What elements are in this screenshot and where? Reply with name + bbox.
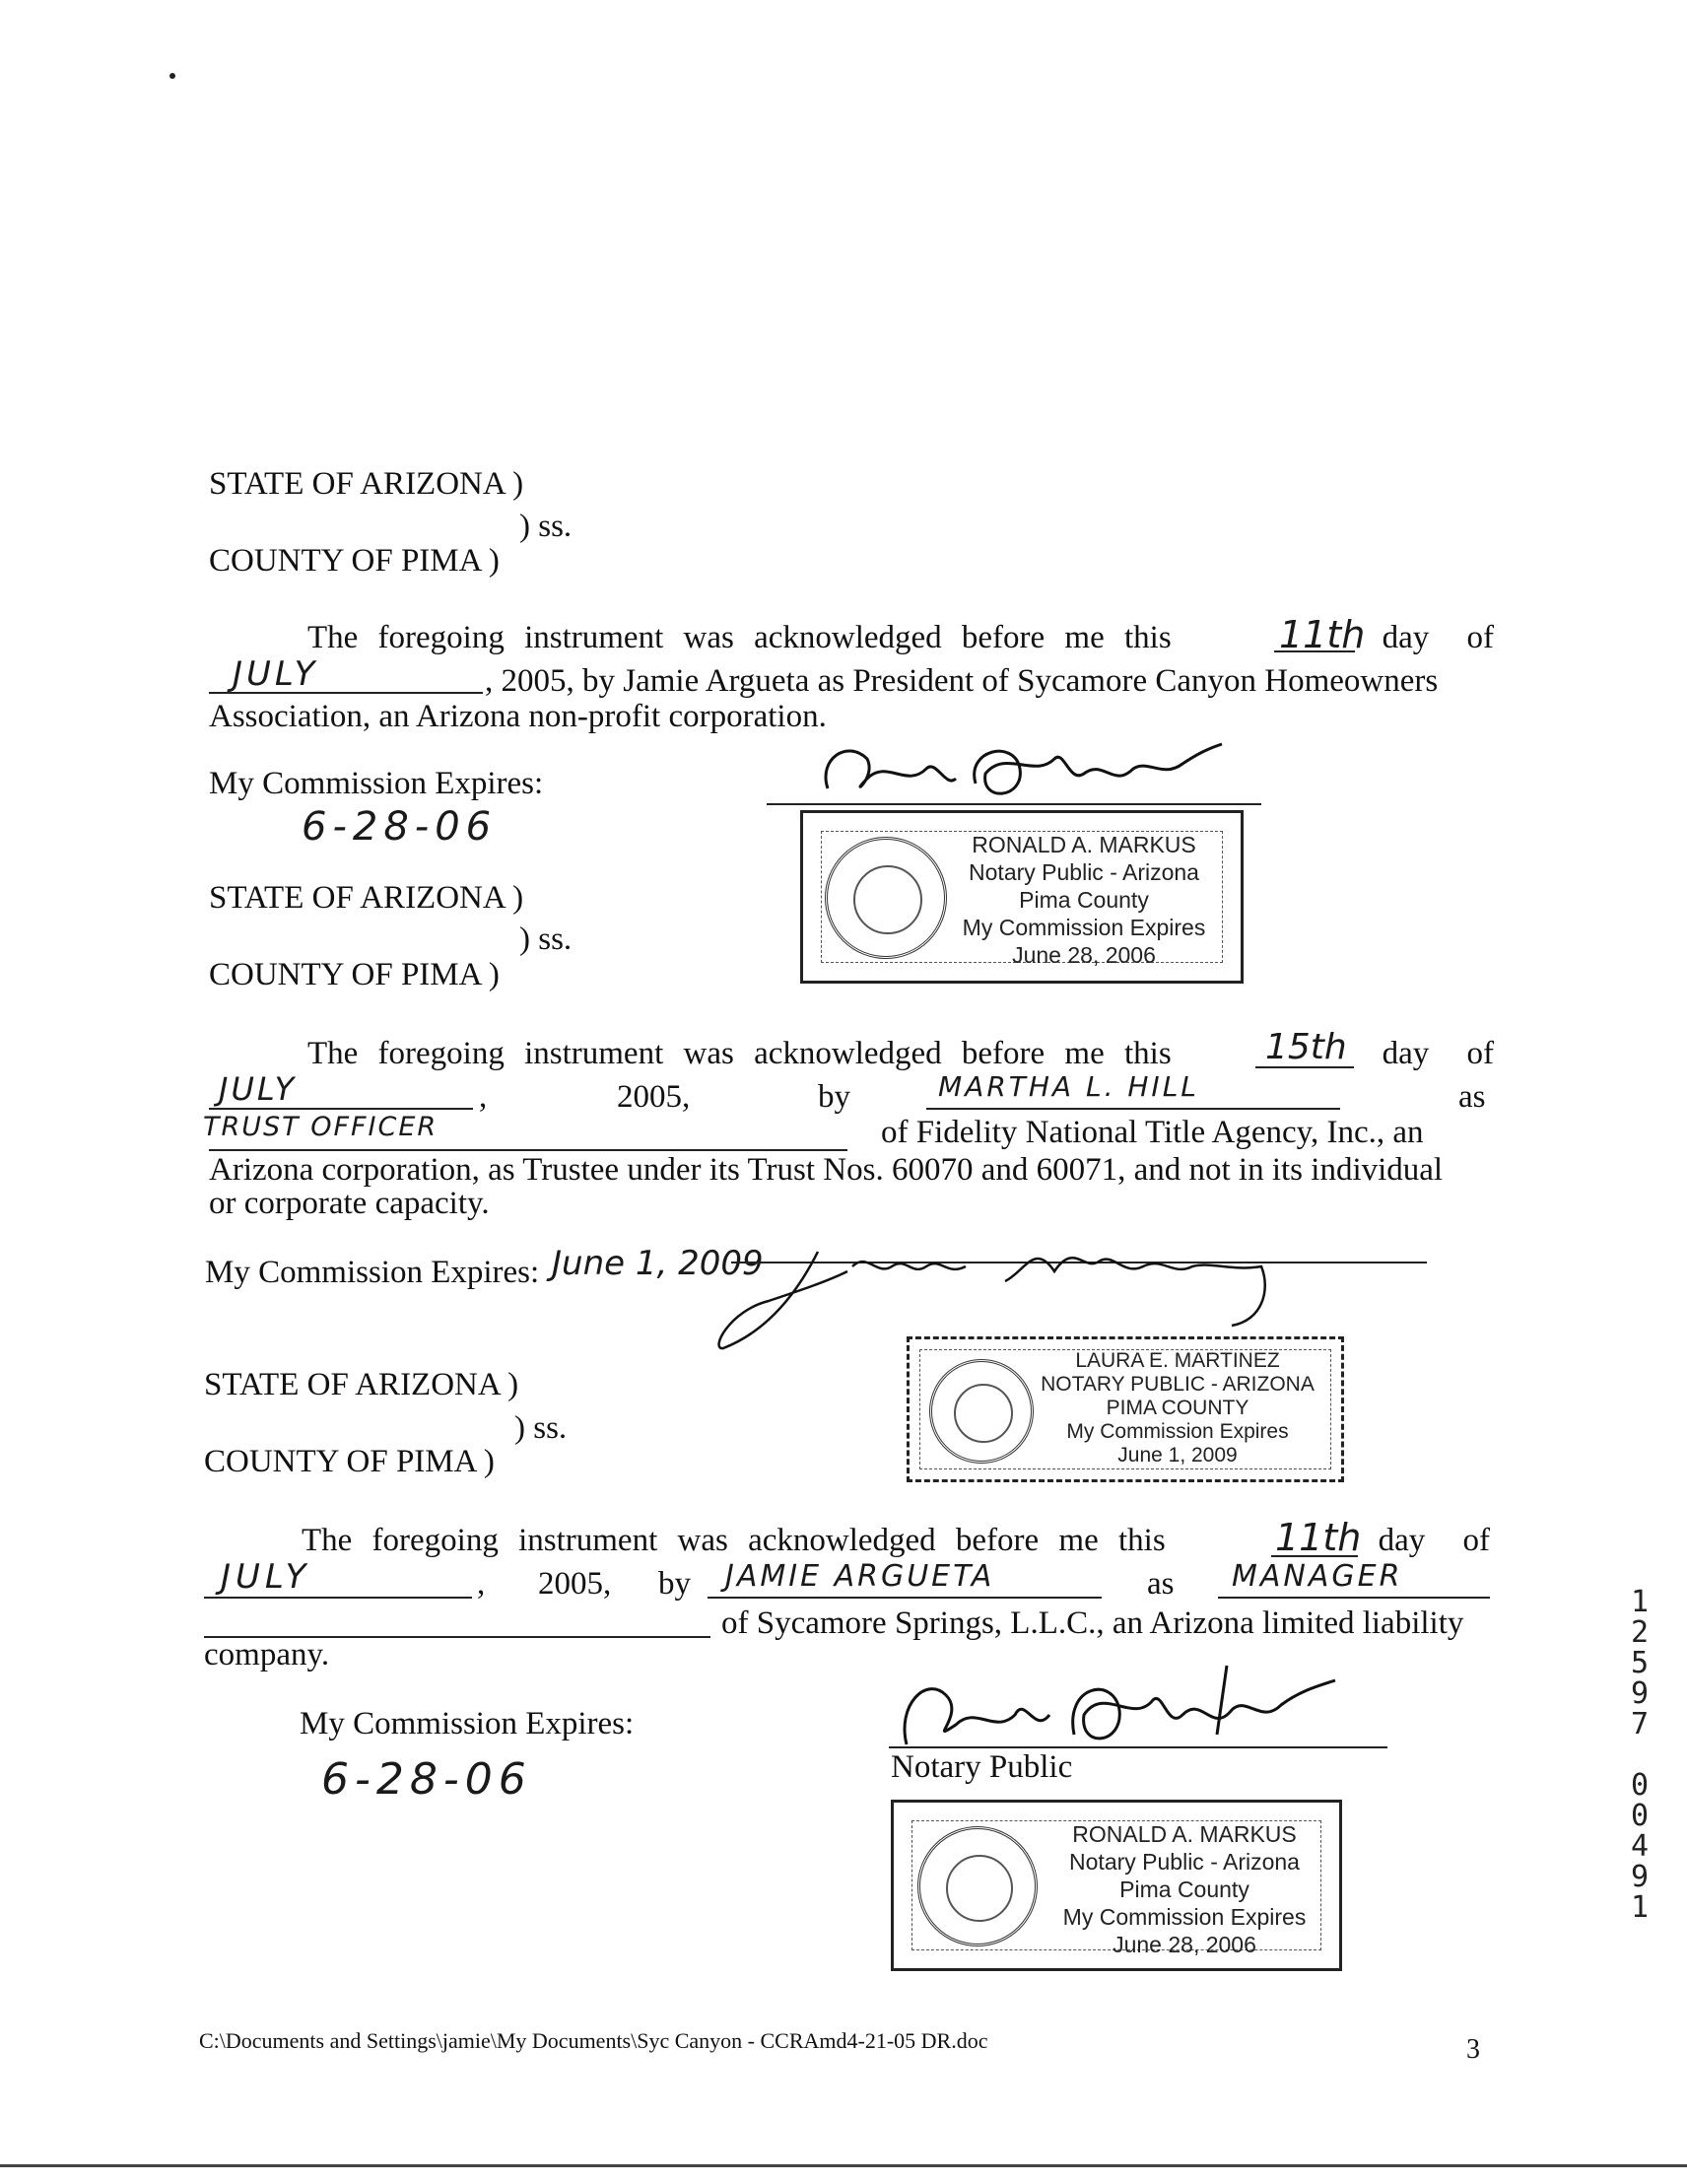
handwritten-month-2: JULY <box>219 1070 298 1108</box>
ack-text-1: The foregoing instrument was acknowledged before me this <box>307 620 1172 655</box>
page-number: 3 <box>1466 2034 1480 2065</box>
venue-ss-1: ) ss. <box>519 509 573 544</box>
ack-text-3c: company. <box>204 1637 330 1672</box>
venue-state-2: STATE OF ARIZONA ) <box>209 880 524 916</box>
commission-label-1: My Commission Expires: <box>209 766 544 801</box>
notary-stamp-1 <box>800 810 1244 984</box>
title-blank-3 <box>1218 1597 1490 1599</box>
commission-label-2: My Commission Expires: <box>205 1255 540 1290</box>
venue-county-3: COUNTY OF PIMA ) <box>204 1444 495 1479</box>
ack-text-1b: , 2005, by Jamie Argueta as President of Sycamore Canyon Homeowners <box>485 663 1439 699</box>
commission-label-3: My Commission Expires: <box>300 1706 635 1741</box>
ack-text-2: The foregoing instrument was acknowledged before me this <box>307 1036 1172 1071</box>
stamp-text-1: RONALD A. MARKUS Notary Public - Arizona Pima County My Commission Expires June 28, 2006 <box>962 832 1206 968</box>
ack-text-3b: of Sycamore Springs, L.L.C., an Arizona limited liability <box>721 1605 1464 1641</box>
state-seal-icon <box>825 837 947 959</box>
commission-date-1: 6-28-06 <box>302 804 498 850</box>
ack-day-of-3: day of <box>1378 1523 1490 1558</box>
month-blank-3 <box>204 1597 472 1599</box>
ack-text-2b: of Fidelity National Title Agency, Inc., an <box>881 1115 1424 1150</box>
ack-by-3: by <box>658 1566 691 1602</box>
ack-comma-2: , <box>479 1079 488 1115</box>
handwritten-month-1: JULY <box>233 654 319 694</box>
ack-as-2: as <box>1458 1079 1486 1115</box>
ack-text-1c: Association, an Arizona non-profit corporation. <box>209 699 827 734</box>
venue-state-3: STATE OF ARIZONA ) <box>204 1367 519 1402</box>
venue-ss-3: ) ss. <box>514 1410 568 1446</box>
venue-ss-2: ) ss. <box>519 921 573 957</box>
ack-day-of-2: day of <box>1382 1036 1494 1071</box>
state-seal-icon <box>917 1826 1038 1946</box>
state-seal-icon <box>929 1359 1034 1464</box>
scan-speck <box>169 73 175 79</box>
venue-state-1: STATE OF ARIZONA ) <box>209 466 524 502</box>
commission-date-3: 6-28-06 <box>321 1754 532 1805</box>
stamp-text-2: LAURA E. MARTINEZ NOTARY PUBLIC - ARIZONA PIMA COUNTY My Commission Expires June 1, 2009 <box>1041 1349 1315 1467</box>
notary-public-label: Notary Public <box>891 1749 1073 1785</box>
handwritten-day-3: 11th <box>1275 1516 1362 1559</box>
month-blank-2 <box>209 1108 473 1110</box>
footer-file-path: C:\Documents and Settings\jamie\My Documents\Syc Canyon - CCRAmd4-21-05 DR.doc <box>199 2028 988 2053</box>
name-blank-2 <box>926 1108 1340 1110</box>
ack-day-of-1: day of <box>1382 620 1494 655</box>
ack-as-3: as <box>1147 1566 1175 1602</box>
notary-stamp-3 <box>891 1800 1342 1971</box>
handwritten-month-3: JULY <box>221 1557 311 1597</box>
handwritten-name-3: JAMIE ARGUETA <box>725 1559 995 1594</box>
handwritten-title-2: TRUST OFFICER <box>203 1112 439 1142</box>
scan-edge-line <box>0 2164 1687 2167</box>
handwritten-day-2: 15th <box>1265 1027 1347 1067</box>
ack-comma-3: , <box>477 1566 486 1602</box>
ack-text-2d: or corporate capacity. <box>209 1186 490 1221</box>
commission-date-2: June 1, 2009 <box>552 1244 764 1283</box>
ack-by-2: by <box>818 1079 850 1115</box>
notary-stamp-2 <box>907 1336 1344 1482</box>
ack-year-3: 2005, <box>538 1566 612 1602</box>
ack-text-2c: Arizona corporation, as Trustee under its Trust Nos. 60070 and 60071, and not in its individual <box>209 1152 1444 1188</box>
ack-text-3: The foregoing instrument was acknowledged before me this <box>302 1523 1166 1558</box>
ack-year-2: 2005, <box>617 1079 691 1115</box>
handwritten-title-3: MANAGER <box>1232 1559 1403 1594</box>
recording-number: 1 2 5 9 7 0 0 4 9 1 <box>1630 1585 1650 1925</box>
venue-county-1: COUNTY OF PIMA ) <box>209 543 500 579</box>
notary-signature-1 <box>808 729 1232 818</box>
handwritten-day-1: 11th <box>1279 613 1366 656</box>
venue-county-2: COUNTY OF PIMA ) <box>209 957 500 992</box>
stamp-text-3: RONALD A. MARKUS Notary Public - Arizona Pima County My Commission Expires June 28, 2006 <box>1062 1821 1307 1957</box>
handwritten-name-2: MARTHA L. HILL <box>938 1070 1199 1103</box>
name-blank-3 <box>708 1597 1102 1599</box>
